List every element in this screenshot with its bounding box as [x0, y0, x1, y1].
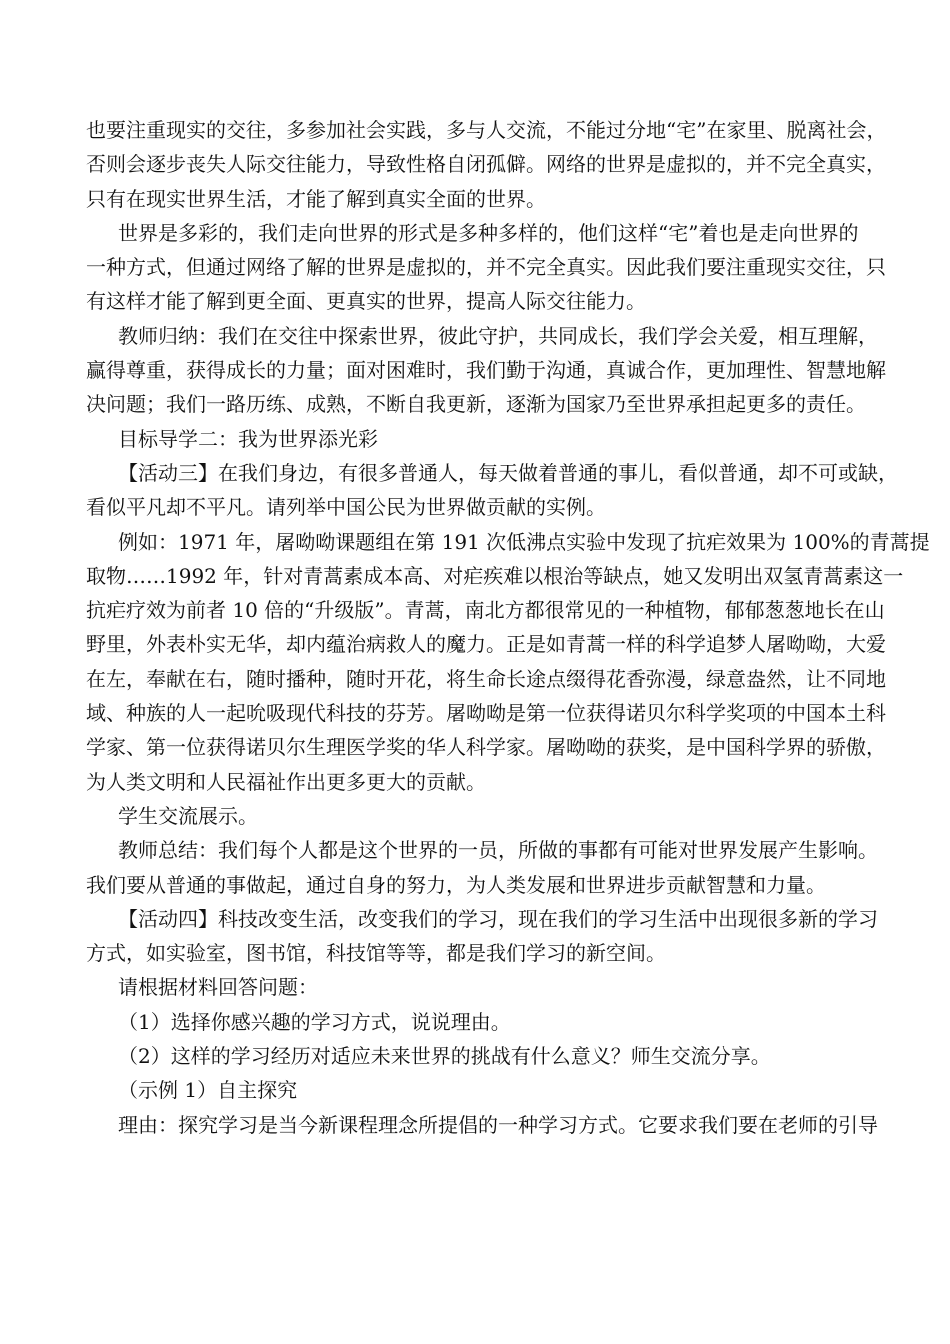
text-line: 为人类文明和人民福祉作出更多更大的贡献。 [86, 769, 486, 794]
text-line: 野里，外表朴实无华，却内蕴治病救人的魔力。正是如青蒿一样的科学追梦人屠呦呦，大爱 [86, 632, 886, 657]
text-line: 只有在现实世界生活，才能了解到真实全面的世界。 [86, 186, 546, 211]
section-heading: 目标导学二：我为世界添光彩 [118, 426, 378, 451]
text-line: （示例 1）自主探究 [118, 1078, 298, 1103]
text-line: 看似平凡却不平凡。请列举中国公民为世界做贡献的实例。 [86, 495, 606, 520]
text-line: 请根据材料回答问题： [118, 975, 318, 1000]
text-line: 例如：1971 年，屠呦呦课题组在第 191 次低沸点实验中发现了抗疟效果为 100%的青蒿提 [118, 529, 930, 554]
text-line: 在左，奉献在右，随时播种，随时开花，将生命长途点缀得花香弥漫，绿意盎然，让不同地 [86, 666, 886, 691]
text-line: 取物……1992 年，针对青蒿素成本高、对疟疾难以根治等缺点，她又发明出双氢青蒿素这一 [86, 563, 904, 588]
text-line: 学家、第一位获得诺贝尔生理医学奖的华人科学家。屠呦呦的获奖，是中国科学界的骄傲， [86, 735, 886, 760]
text-line: 有这样才能了解到更全面、更真实的世界，提高人际交往能力。 [86, 289, 646, 314]
text-line: 世界是多彩的，我们走向世界的形式是多种多样的，他们这样“宅”着也是走向世界的 [118, 220, 859, 245]
text-line: 【活动三】在我们身边，有很多普通人，每天做着普通的事儿，看似普通，却不可或缺， [118, 460, 898, 485]
text-line: 域、种族的人一起吮吸现代科技的芬芳。屠呦呦是第一位获得诺贝尔科学奖项的中国本土科 [86, 701, 886, 726]
text-line: 【活动四】科技改变生活，改变我们的学习，现在我们的学习生活中出现很多新的学习 [118, 906, 878, 931]
text-line: 否则会逐步丧失人际交往能力，导致性格自闭孤僻。网络的世界是虚拟的，并不完全真实， [86, 152, 886, 177]
text-line: 抗疟疗效为前者 10 倍的“升级版”。青蒿，南北方都很常见的一种植物，郁郁葱葱地长在山 [86, 598, 885, 623]
text-line: 学生交流展示。 [118, 803, 258, 828]
text-line: 一种方式，但通过网络了解的世界是虚拟的，并不完全真实。因此我们要注重现实交往，只 [86, 255, 886, 280]
text-line: 方式，如实验室，图书馆，科技馆等等，都是我们学习的新空间。 [86, 941, 666, 966]
question-item: （1）选择你感兴趣的学习方式，说说理由。 [118, 1009, 511, 1034]
text-line: 赢得尊重，获得成长的力量；面对困难时，我们勤于沟通，真诚合作，更加理性、智慧地解 [86, 358, 886, 383]
text-line: 也要注重现实的交往，多参加社会实践，多与人交流，不能过分地“宅”在家里、脱离社会， [86, 118, 887, 142]
text-line: 教师归纳：我们在交往中探索世界，彼此守护，共同成长，我们学会关爱，相互理解， [118, 323, 878, 348]
text-line: 决问题；我们一路历练、成熟，不断自我更新，逐渐为国家乃至世界承担起更多的责任。 [86, 392, 866, 417]
text-line: 我们要从普通的事做起，通过自身的努力，为人类发展和世界进步贡献智慧和力量。 [86, 872, 826, 897]
text-line: 理由：探究学习是当今新课程理念所提倡的一种学习方式。它要求我们要在老师的引导 [118, 1112, 878, 1137]
document-page [86, 113, 930, 1142]
question-item: （2）这样的学习经历对适应未来世界的挑战有什么意义？师生交流分享。 [118, 1044, 771, 1069]
text-line: 教师总结：我们每个人都是这个世界的一员，所做的事都有可能对世界发展产生影响。 [118, 838, 878, 863]
